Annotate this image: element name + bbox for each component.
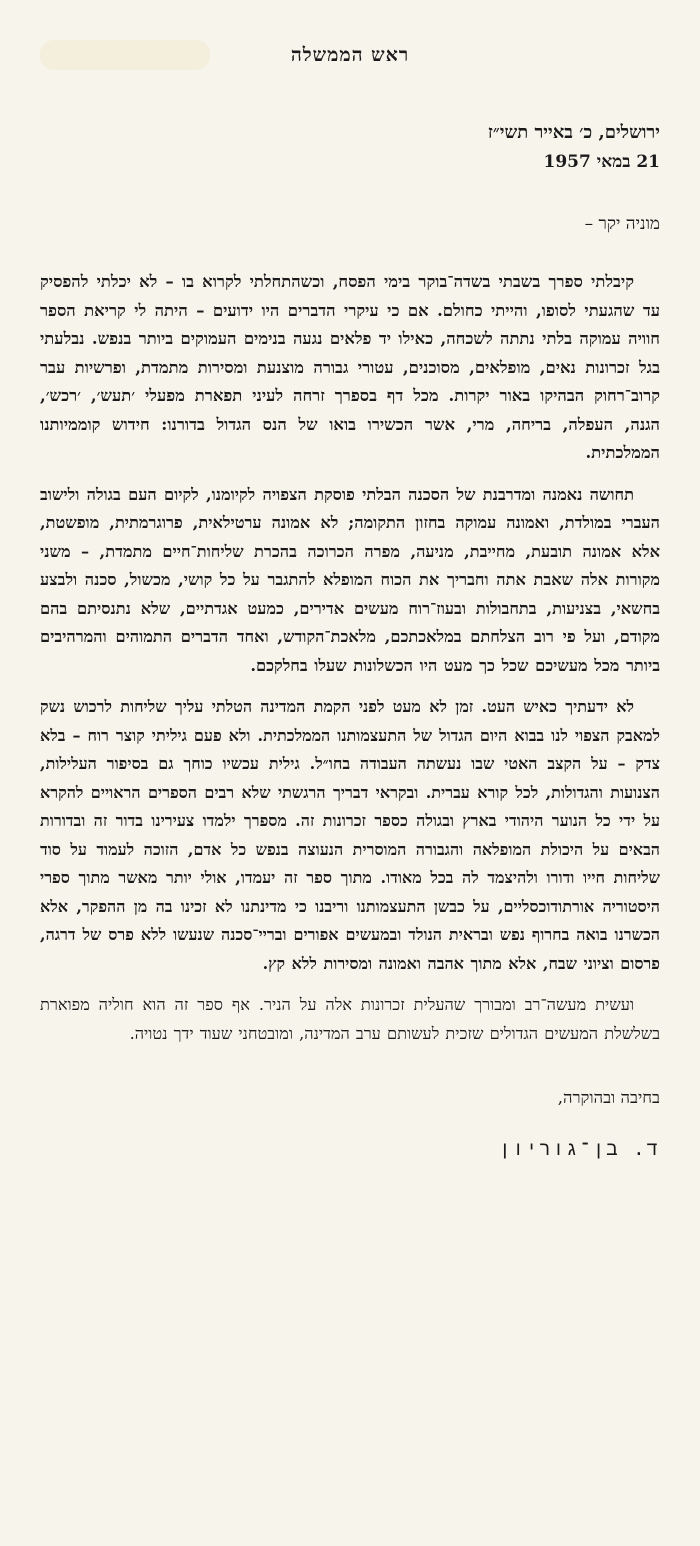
- signature: ד. בן־גוריון: [499, 1138, 660, 1160]
- letterhead-title: ראש הממשלה: [290, 44, 410, 66]
- closing-salutation: בחיבה ובהוקרה,: [557, 1088, 660, 1107]
- watermark-shading: [40, 40, 210, 70]
- place-and-hebrew-date: ירושלים, כ׳ באייר תשי״ז: [487, 122, 660, 143]
- paragraph-1: קיבלתי ספרך בשבתי בשדה־בוקר בימי הפסח, וכשהתחלתי לקרוא בו – לא יכלתי להפסיק עד שהגעתי לסופו, והייתי כחולם. אם כי עיקרי הדברים היו ידועים – היתה לי קריאת הספר חוויה עמוקה בלתי נתתה לשכחה, כאילו יד פלאים נגעה בנימים העמוקים ביותר בנפש. נבלעתי בגל זכרונות נאים, מופלאים, מסוכנים, עטורי גבורה מוצנעת ומסירות מתמדת, ופרשיות עבר קרוב־רחוק הבהיקו באור יקרות. מכל דף בספרך זרחה לעיני תפארת מפעלי ׳תעש׳, ׳רכש׳, הגנה, העפלה, בריחה, מרי, אשר הכשירו בואו של הנס הגדול בדורנו: חידוש קוממיותנו הממלכתית.: [40, 272, 660, 462]
- greeting: מוניה יקר –: [584, 214, 660, 234]
- paragraph-4: ועשית מעשה־רב ומבורך שהעלית זכרונות אלה על הניר. אף ספר זה הוא חוליה מפוארת בשלשלת המעשים הגדולים שזכית לעשותם ערב המדינה, ומובטחני שעוד ידך נטויה.: [40, 995, 660, 1043]
- gregorian-date: 21 במאי 1957: [543, 152, 660, 172]
- paragraph-2: תחושה נאמנה ומדרבנת של הסכנה הבלתי פוסקת הצפויה לקיומנו, לקיום העם בגולה ולישוב העברי במולדת, ואמונה עמוקה בחזון התקומה; לא אמונה ערטילאית, פרוגרמתית, מופשטת, אלא אמונה תובעת, מחייבת, מניעה, מפרה הכרוכה בהכרת שליחות־חיים מתמדת, – משני מקורות אלה שאבת אתה וחבריך את הכוח המופלא להתגבר על כל קושי, מכשול, סכנה ולבצע בחשאי, בצניעות, בתחבולות ובעוז־רוח מעשים אדירים, כמעט אגדתיים, שלא נתנסיתם בהם מקודם, ועל פי רוב הצלחתם במלאכתכם, מלאכת־הקודש, ואחד הדברים התמוהים והמרהיבים ביותר מכל מעשיכם שכל כך מעט היו הכשלונות שעלו בחלקכם.: [40, 484, 660, 675]
- letter-body: [40, 268, 660, 1048]
- paragraph-3: לא ידעתיך כאיש העט. זמן לא מעט לפני הקמת המדינה הטלתי עליך שליחות לרכוש נשק למאבק הצפוי לנו בבוא היום הגדול של התעצמותנו הממלכתית. ולא פעם גיליתי קוצר רוח – בלא צדק – על הקצב האטי שבו נעשתה העבודה בחו״ל. גילית עכשיו כוחך גם בסיפור העלילות, הצנועות והגדולות, לכל קורא עברית. ובקראי דבריך הרגשתי שלא רבים הספרים הראויים להקרא על ידי כל הנוער היהודי בארץ ובגולה כספר זכרונות זה. מספרך ילמדו צעירינו בדור זה ובדורות הבאים על היכולת המופלאה והגבורה המוסרית הנעוצה בנפש כל אדם, הזוכה לעמוד על סוד שליחות חייו ודורו ולהיצמד לה בכל מאודו. מתוך ספר זה יעמדו, אולי יותר מאשר מתוך ספרי היסטוריה אורתודוכסליים, על כבשן התעצמותנו וריבנו כי מדינתנו לא זכינו בה מן ההפקר, אלא הכשרנו בואה בחרוף נפש ובראית הנולד ובמעשים אפורים ובריי־סכנה שנעשו ללא פרס של דרגה, פרסום וציוני שבח, אלא מתוך אהבה ואמונה ומסירות ללא קץ.: [40, 697, 661, 973]
